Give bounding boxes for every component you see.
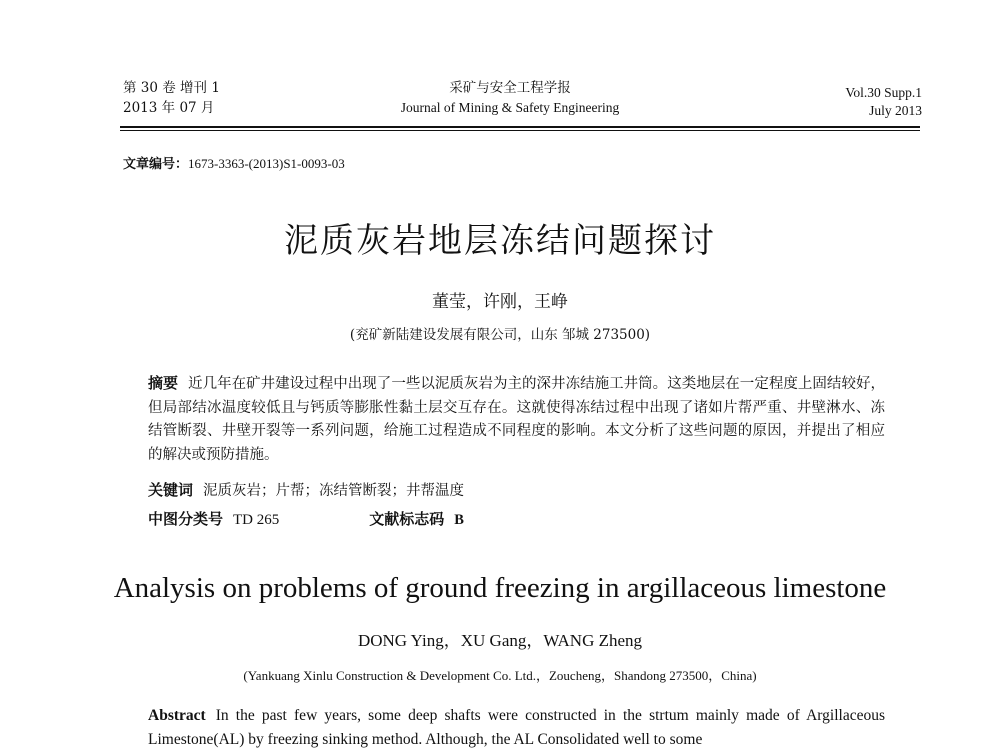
abstract-cn bbox=[148, 372, 885, 467]
affiliation-en: (Yankuang Xinlu Construction & Development Co. Ltd.，Zoucheng，Shandong 273500，China) bbox=[243, 668, 757, 683]
article-number bbox=[123, 153, 345, 172]
header-vol-supp: Vol.30 Supp.1 bbox=[845, 85, 922, 100]
header-volume: 第 30 卷 增刊 1 bbox=[123, 80, 220, 96]
header-rule-thick bbox=[120, 126, 920, 128]
classification-cn bbox=[148, 508, 464, 529]
title-cn: 泥质灰岩地层冻结问题探讨 bbox=[284, 221, 716, 261]
header-date-en: July 2013 bbox=[869, 103, 922, 118]
doc-code-label: 文献标志码 bbox=[369, 510, 445, 528]
doc-code-value: B bbox=[454, 512, 464, 528]
abstract-cn-label: 摘要 bbox=[148, 374, 179, 392]
header-volume-en bbox=[845, 84, 922, 120]
article-number-value: 1673-3363-(2013)S1-0093-03 bbox=[188, 156, 345, 171]
class-number-label: 中图分类号 bbox=[148, 510, 224, 528]
authors-cn: 董莹，许刚，王峥 bbox=[432, 292, 568, 312]
abstract-en-text: In the past few years, some deep shafts were constructed in the strtum mainly made of Argillaceous Limestone(AL) by freezing sinking method. Although, the AL Consolidated well to some bbox=[148, 707, 885, 748]
abstract-en-label: Abstract bbox=[148, 707, 206, 724]
title-en: Analysis on problems of ground freezing in argillaceous limestone bbox=[113, 572, 887, 604]
abstract-cn-text: 近几年在矿井建设过程中出现了一些以泥质灰岩为主的深井冻结施工井筒。这类地层在一定程度上固结较好，但局部结冰温度较低且与钙质等膨胀性黏土层交互存在。这就使得冻结过程中出现了诸如片帮严重、井壁淋水、冻结管断裂、井壁开裂等一系列问题，给施工过程造成不同程度的影响。本文分析了这些问题的原因，并提出了相应的解决或预防措施。 bbox=[148, 376, 885, 463]
keywords-cn-label: 关键词 bbox=[148, 481, 194, 499]
journal-name-cn: 采矿与安全工程学报 bbox=[449, 80, 571, 96]
authors-en: DONG Ying，XU Gang，WANG Zheng bbox=[357, 631, 643, 650]
header-issue-info bbox=[123, 78, 220, 118]
keywords-cn bbox=[148, 479, 464, 500]
header-rule-thin bbox=[120, 130, 920, 131]
journal-name-en: Journal of Mining & Safety Engineering bbox=[400, 100, 620, 115]
abstract-en bbox=[148, 704, 885, 752]
header-date-cn: 2013 年 07 月 bbox=[123, 100, 215, 116]
article-number-label: 文章编号： bbox=[123, 157, 189, 172]
class-number-value: TD 265 bbox=[233, 512, 280, 528]
keywords-cn-text: 泥质灰岩；片帮；冻结管断裂；井帮温度 bbox=[203, 483, 465, 499]
affiliation-cn: (兖矿新陆建设发展有限公司，山东 邹城 273500) bbox=[349, 327, 651, 343]
header-journal bbox=[360, 78, 660, 118]
